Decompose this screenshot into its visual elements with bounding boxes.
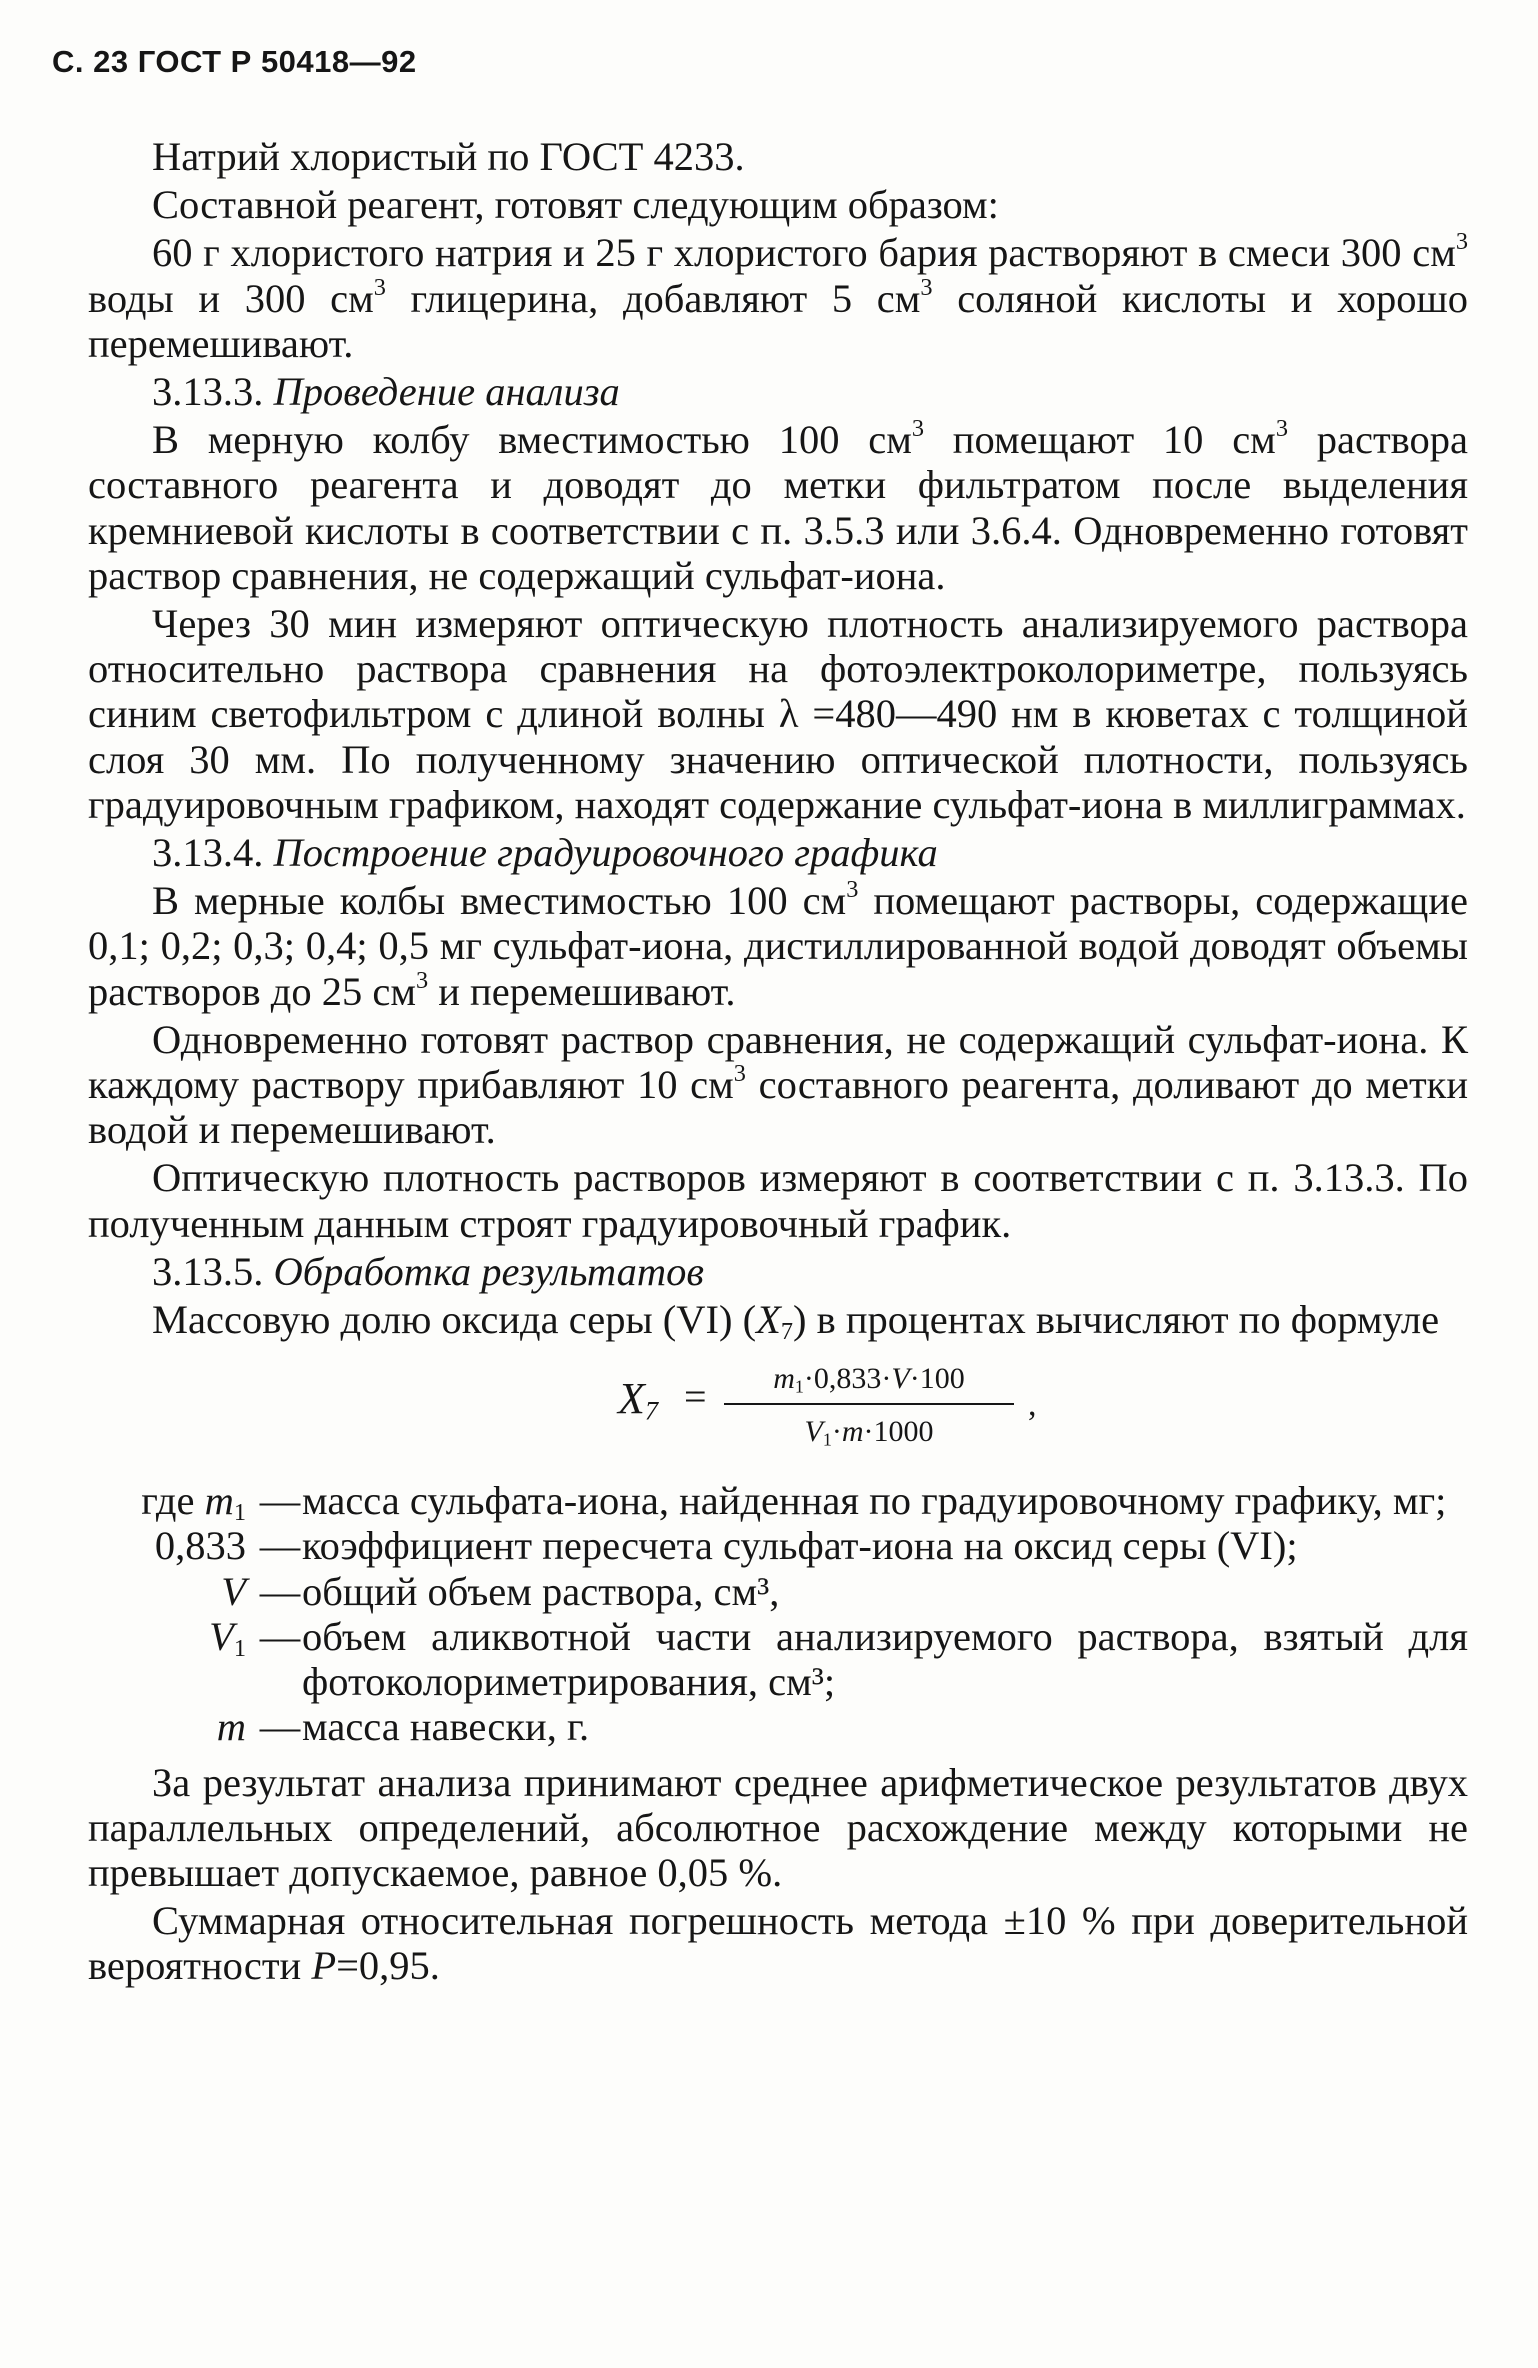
formula-comma: , <box>1028 1386 1037 1424</box>
text-run: В мерные колбы вместимостью 100 см <box>152 878 847 924</box>
definition-row <box>88 1478 1468 1527</box>
symbol: m <box>773 1362 795 1396</box>
symbol: 0,833 <box>154 1523 246 1569</box>
paragraph <box>88 1297 1468 1346</box>
paragraph <box>88 1898 1468 1988</box>
text-run: Одновременно готовят раствор сравнения, не содержащий сульфат-иона. К каждому раствору прибавляют 10 см <box>88 1016 1468 1108</box>
text-run: · <box>831 1415 842 1449</box>
section-number: 3.13.5. <box>152 1248 274 1294</box>
definition-row <box>88 1614 1468 1704</box>
symbol: m <box>841 1415 864 1449</box>
definition-dash: — <box>259 1568 301 1614</box>
superscript: 3 <box>1455 228 1468 256</box>
subscript: 1 <box>794 1376 804 1397</box>
text-run: В мерную колбу вместимостью 100 см <box>152 417 912 463</box>
symbol: X <box>618 1374 645 1424</box>
superscript: 3 <box>920 273 933 301</box>
subscript: 1 <box>233 1499 246 1527</box>
definition-dash: — <box>259 1613 301 1659</box>
paragraph <box>88 230 1468 366</box>
definition-text: масса сульфата-иона, найденная по градуировочному графику, мг; <box>302 1478 1447 1524</box>
superscript: 3 <box>733 1060 746 1088</box>
variable-definitions <box>88 1478 1468 1749</box>
section-title: Проведение анализа <box>273 369 620 415</box>
superscript: 3 <box>846 876 859 904</box>
formula-equals: = <box>684 1374 707 1420</box>
subscript: 7 <box>644 1395 659 1426</box>
definition-text: коэффициент пересчета сульфат-иона на оксид серы (VI); <box>302 1523 1298 1569</box>
text-run: помещают 10 см <box>924 417 1276 463</box>
paragraph: Составной реагент, готовят следующим образом: <box>152 182 999 228</box>
symbol: V <box>209 1613 234 1659</box>
definition-dash: — <box>259 1478 301 1524</box>
definition-row <box>88 1523 1468 1568</box>
subscript: 7 <box>780 1318 794 1346</box>
formula-denominator <box>724 1405 1014 1454</box>
text-run: глицерина, добавляют 5 см <box>385 275 921 321</box>
superscript: 3 <box>1275 415 1288 443</box>
formula <box>88 1348 1468 1466</box>
paragraph: Натрий хлористый по ГОСТ 4233. <box>152 134 745 179</box>
symbol: V <box>804 1415 823 1449</box>
definition-dash: — <box>259 1523 301 1569</box>
section-title: Обработка результатов <box>273 1248 704 1294</box>
section-heading-3-13-5 <box>88 1249 1468 1294</box>
paragraph: Оптическую плотность растворов измеряют в соответствии с п. 3.13.3. По полученным данным строят градуировочный график. <box>88 1155 1468 1246</box>
definition-row <box>88 1569 1468 1614</box>
text-run: соляной кислоты и хорошо перемешивают. <box>88 275 1468 366</box>
section-number: 3.13.4. <box>152 830 274 876</box>
text-run: воды и 300 см <box>88 275 374 321</box>
subscript: 1 <box>822 1429 832 1450</box>
section-title: Построение градуировочного графика <box>273 830 938 876</box>
superscript: 3 <box>373 273 386 301</box>
text-run: ) в процентах вычисляют по формуле <box>793 1297 1440 1343</box>
definition-symbol <box>88 1569 258 1614</box>
definition-symbol <box>88 1613 258 1662</box>
formula-numerator <box>724 1356 1014 1405</box>
section-number: 3.13.3. <box>152 369 274 415</box>
subscript: 1 <box>233 1634 246 1662</box>
where-label: где <box>141 1478 195 1524</box>
symbol: m <box>204 1478 234 1524</box>
definition-row <box>88 1704 1468 1749</box>
superscript: 3 <box>415 966 429 994</box>
text-run: ·0,833· <box>803 1362 892 1396</box>
text-run: Суммарная относительная погрешность метода ±10 % при доверительной вероятности <box>88 1898 1468 1989</box>
formula-fraction <box>724 1356 1014 1454</box>
superscript: 3 <box>911 415 925 443</box>
symbol: V <box>221 1568 246 1614</box>
text-run: раствора составного реагента и доводят до метки фильтратом после выделения кремниевой кислоты в соответствии с п. 3.5.3 или 3.6.4. Одновременно готовят раствор сравнения, не содержащий сульфат-иона. <box>88 417 1468 598</box>
symbol: X <box>756 1297 781 1343</box>
definition-text: общий объем раствора, см³, <box>302 1568 780 1614</box>
section-heading-3-13-3 <box>88 369 1468 414</box>
formula-lhs <box>618 1374 659 1426</box>
symbol: P <box>311 1943 337 1989</box>
definition-dash: — <box>259 1704 301 1750</box>
text-run: составного реагента, доливают до метки водой и перемешивают. <box>88 1062 1468 1153</box>
definition-symbol <box>88 1478 258 1527</box>
page-header: С. 23 ГОСТ Р 50418—92 <box>52 44 417 79</box>
text-run: и перемешивают. <box>428 968 736 1014</box>
paragraph <box>88 1017 1468 1153</box>
text-run: Массовую долю оксида серы (VI) ( <box>152 1297 757 1343</box>
paragraph: Через 30 мин измеряют оптическую плотность анализируемого раствора относительно раствора сравнения на фотоэлектроколориметре, пользуясь синим светофильтром с длиной волны λ =480—490 нм в кюветах с толщиной слоя 30 мм. По полученному значению оптической плотности, пользуясь градуировочным графиком, находят содержание сульфат-иона в миллиграммах. <box>88 601 1468 827</box>
section-heading-3-13-4 <box>88 830 1468 875</box>
symbol: m <box>216 1704 246 1750</box>
text-run: ·1000 <box>863 1415 934 1449</box>
definition-symbol <box>88 1523 258 1568</box>
paragraph <box>88 878 1468 1014</box>
text-run: ·100 <box>909 1362 965 1396</box>
text-run: 60 г хлористого натрия и 25 г хлористого бария растворяют в смеси 300 см <box>152 230 1456 276</box>
paragraph <box>88 417 1468 598</box>
definition-symbol <box>88 1704 258 1749</box>
definition-text: масса навески, г. <box>302 1704 590 1750</box>
paragraph: За результат анализа принимают среднее арифметическое результатов двух параллельных определений, абсолютное расхождение между которыми не превышает допускаемое, равное 0,05 %. <box>88 1759 1468 1895</box>
text-run: помещают растворы, содержащие 0,1; 0,2; 0,3; 0,4; 0,5 мг сульфат-иона, дистиллированной водой доводят объемы растворов до 25 см <box>88 878 1468 1014</box>
symbol: V <box>891 1362 910 1396</box>
text-run: =0,95. <box>336 1943 440 1989</box>
definition-text: объем аликвотной части анализируемого раствора, взятый для фотоколориметрирования, см³; <box>302 1613 1468 1705</box>
document-body <box>88 134 1468 1992</box>
